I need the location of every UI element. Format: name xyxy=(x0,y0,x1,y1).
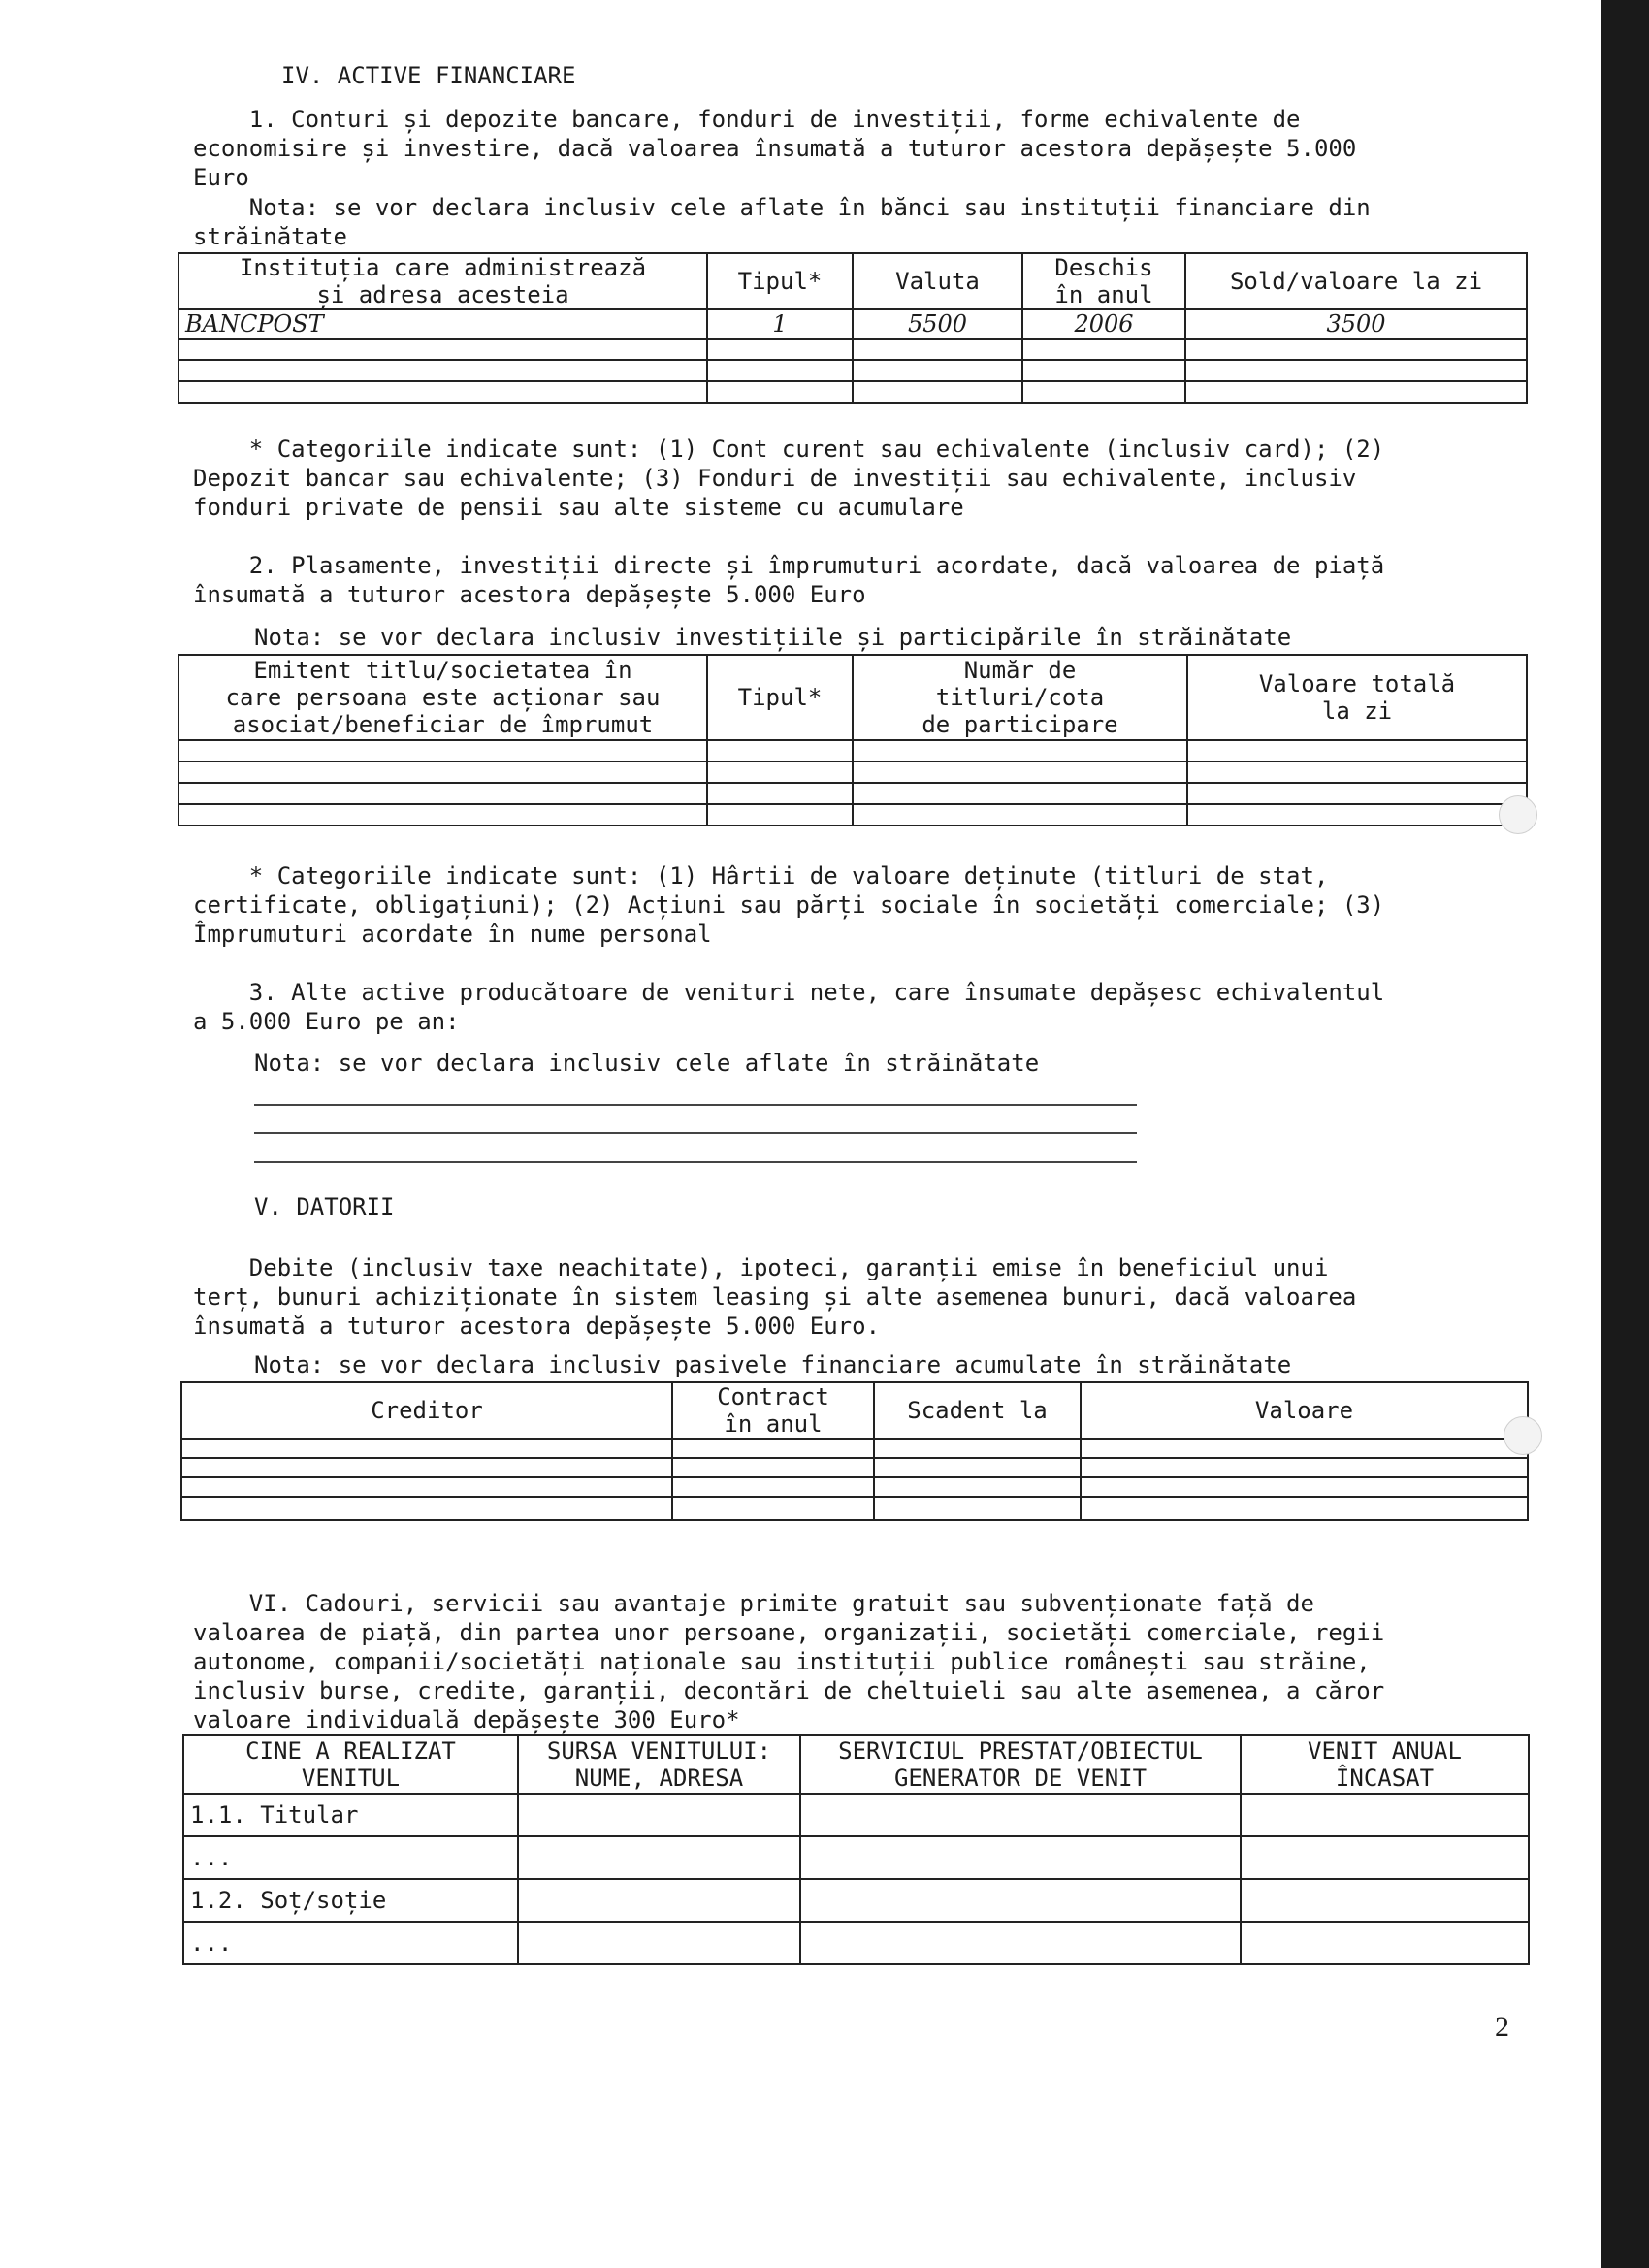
column-header: VENIT ANUAL ÎNCASAT xyxy=(1241,1735,1529,1794)
table-row xyxy=(178,360,1527,381)
table-cell xyxy=(853,783,1187,804)
table-row xyxy=(178,740,1527,761)
column-header: SERVICIUL PRESTAT/OBIECTUL GENERATOR DE VENIT xyxy=(800,1735,1241,1794)
table-header-row xyxy=(178,655,1527,740)
blank-line-3 xyxy=(254,1161,1137,1163)
table-cell xyxy=(853,804,1187,826)
table-cell xyxy=(178,783,707,804)
section-iv-paragraph-1: 1. Conturi și depozite bancare, fonduri de investiții, forme echivalente de economisire și investire, dacă valoarea însumată a tuturor acestora depășește 5.000 Euro xyxy=(193,106,1357,191)
table-cell xyxy=(181,1439,672,1458)
table-row xyxy=(178,381,1527,403)
table-cell xyxy=(1185,360,1527,381)
punch-hole xyxy=(1499,795,1537,834)
table-row xyxy=(181,1458,1528,1477)
table-cell xyxy=(853,360,1022,381)
table-cell: 1.2. Soț/soție xyxy=(183,1879,518,1922)
table-cell xyxy=(1187,804,1527,826)
blank-line-1 xyxy=(254,1104,1137,1106)
section-v-title: V. DATORII xyxy=(254,1193,395,1220)
table-cell xyxy=(1185,381,1527,403)
section-v-paragraph: Debite (inclusiv taxe neachitate), ipoteci, garanții emise în beneficiul unui terț, bunuri achiziționate în sistem leasing și alte asemenea bunuri, dacă valoarea însumată a tuturor acestora depășește 5.000 Euro. xyxy=(193,1254,1357,1340)
table-cell xyxy=(672,1477,874,1497)
column-header: Contract în anul xyxy=(672,1382,874,1439)
table-row xyxy=(178,309,1527,339)
table-cell: ... xyxy=(183,1922,518,1964)
table-cell xyxy=(181,1497,672,1520)
table-cell xyxy=(853,761,1187,783)
table-cell xyxy=(1241,1794,1529,1836)
table-row xyxy=(183,1922,1529,1964)
table-cell xyxy=(707,804,853,826)
table-cell xyxy=(178,804,707,826)
table-row xyxy=(183,1879,1529,1922)
column-header: Deschis în anul xyxy=(1022,253,1185,309)
section-iv-title: IV. ACTIVE FINANCIARE xyxy=(281,62,576,89)
page-number: 2 xyxy=(1495,2011,1509,2043)
table-cell xyxy=(1022,381,1185,403)
column-header: Valuta xyxy=(853,253,1022,309)
table-cell xyxy=(874,1458,1081,1477)
table-cell xyxy=(1081,1477,1528,1497)
column-header: CINE A REALIZAT VENITUL xyxy=(183,1735,518,1794)
column-header: Tipul* xyxy=(707,253,853,309)
table-row xyxy=(178,339,1527,360)
section-iv-footnote-1: * Categoriile indicate sunt: (1) Cont curent sau echivalente (inclusiv card); (2) Depozit bancar sau echivalente; (3) Fonduri de investiții sau echivalente, inclusiv fonduri private de pensii sau alte sisteme cu acumulare xyxy=(193,436,1385,521)
table-cell xyxy=(874,1477,1081,1497)
table-cell xyxy=(874,1439,1081,1458)
section-iv-footnote-2: * Categoriile indicate sunt: (1) Hârtii de valoare deținute (titluri de stat, certificate, obligațiuni); (2) Acțiuni sau părți sociale în societăți comerciale; (3) Împrumuturi acordate în nume personal xyxy=(193,862,1385,948)
table-cell: 1 xyxy=(707,309,853,339)
table-row xyxy=(181,1439,1528,1458)
section-iv-paragraph-3: 3. Alte active producătoare de venituri nete, care însumate depășesc echivalentul a 5.000 Euro pe an: xyxy=(193,979,1385,1035)
table-row xyxy=(178,783,1527,804)
table-row xyxy=(183,1836,1529,1879)
table-cell xyxy=(874,1497,1081,1520)
table-cell xyxy=(853,381,1022,403)
table-cell: 5500 xyxy=(853,309,1022,339)
table-cell xyxy=(800,1794,1241,1836)
gifts-table xyxy=(182,1734,1530,1965)
column-header: SURSA VENITULUI: NUME, ADRESA xyxy=(518,1735,800,1794)
table-row xyxy=(183,1794,1529,1836)
table-cell xyxy=(1022,339,1185,360)
table-cell xyxy=(518,1836,800,1879)
table-cell xyxy=(800,1922,1241,1964)
table-header-row xyxy=(183,1735,1529,1794)
column-header: Emitent titlu/societatea în care persoana este acționar sau asociat/beneficiar de împrumut xyxy=(178,655,707,740)
table-cell xyxy=(178,761,707,783)
table-cell xyxy=(853,339,1022,360)
table-cell xyxy=(672,1439,874,1458)
table-header-row xyxy=(178,253,1527,309)
investments-table xyxy=(178,654,1528,826)
column-header: Instituția care administrează și adresa acesteia xyxy=(178,253,707,309)
table-cell xyxy=(707,360,853,381)
table-cell xyxy=(672,1458,874,1477)
table-cell xyxy=(707,783,853,804)
table-cell xyxy=(1022,360,1185,381)
table-cell xyxy=(518,1879,800,1922)
table-cell xyxy=(518,1922,800,1964)
table-cell xyxy=(181,1458,672,1477)
table-cell xyxy=(518,1794,800,1836)
column-header: Creditor xyxy=(181,1382,672,1439)
table-row xyxy=(181,1497,1528,1520)
table-cell xyxy=(707,339,853,360)
column-header: Valoare totală la zi xyxy=(1187,655,1527,740)
scan-edge xyxy=(1600,0,1649,2268)
column-header: Scadent la xyxy=(874,1382,1081,1439)
column-header: Valoare xyxy=(1081,1382,1528,1439)
table-cell xyxy=(178,381,707,403)
debts-table xyxy=(180,1381,1529,1521)
table-row xyxy=(178,804,1527,826)
table-cell xyxy=(181,1477,672,1497)
section-vi-paragraph: VI. Cadouri, servicii sau avantaje primite gratuit sau subvenționate față de valoarea de piață, din partea unor persoane, organizații, societăți comerciale, regii autonome, companii/societăți naționale sau instituții publice românești sau străine, inclusiv burse, credite, garanții, decontări de cheltuieli sau alte asemenea, a căror valoare individuală depășește 300 Euro* xyxy=(193,1590,1385,1733)
table-cell xyxy=(178,740,707,761)
table-cell: 1.1. Titular xyxy=(183,1794,518,1836)
column-header: Număr de titluri/cota de participare xyxy=(853,655,1187,740)
table-cell xyxy=(1081,1497,1528,1520)
column-header: Sold/valoare la zi xyxy=(1185,253,1527,309)
table-cell xyxy=(707,381,853,403)
column-header: Tipul* xyxy=(707,655,853,740)
table-cell xyxy=(1187,761,1527,783)
table-cell xyxy=(1241,1922,1529,1964)
table-cell xyxy=(1187,740,1527,761)
table-cell xyxy=(800,1836,1241,1879)
table-cell: BANCPOST xyxy=(178,309,707,339)
table-cell xyxy=(707,761,853,783)
table-cell xyxy=(1187,783,1527,804)
table-cell xyxy=(1241,1836,1529,1879)
table-cell xyxy=(1081,1439,1528,1458)
table-cell: 3500 xyxy=(1185,309,1527,339)
table-cell xyxy=(178,360,707,381)
table-cell: 2006 xyxy=(1022,309,1185,339)
table-cell xyxy=(1081,1458,1528,1477)
table-cell: ... xyxy=(183,1836,518,1879)
section-iv-note-3: Nota: se vor declara inclusiv cele aflate în străinătate xyxy=(254,1050,1040,1077)
table-cell xyxy=(853,740,1187,761)
section-iv-paragraph-2: 2. Plasamente, investiții directe și împrumuturi acordate, dacă valoarea de piață însumată a tuturor acestora depășește 5.000 Euro xyxy=(193,552,1385,608)
table-header-row xyxy=(181,1382,1528,1439)
section-iv-note-1: Nota: se vor declara inclusiv cele aflate în bănci sau instituții financiare din străinătate xyxy=(193,194,1371,250)
punch-hole xyxy=(1504,1416,1542,1455)
table-row xyxy=(178,761,1527,783)
blank-line-2 xyxy=(254,1132,1137,1134)
table-cell xyxy=(1185,339,1527,360)
table-cell xyxy=(707,740,853,761)
table-cell xyxy=(672,1497,874,1520)
table-cell xyxy=(1241,1879,1529,1922)
financial-accounts-table xyxy=(178,252,1528,404)
section-iv-note-2: Nota: se vor declara inclusiv investițiile și participările în străinătate xyxy=(254,624,1292,651)
table-cell xyxy=(800,1879,1241,1922)
section-v-note: Nota: se vor declara inclusiv pasivele financiare acumulate în străinătate xyxy=(254,1351,1292,1378)
table-row xyxy=(181,1477,1528,1497)
table-cell xyxy=(178,339,707,360)
